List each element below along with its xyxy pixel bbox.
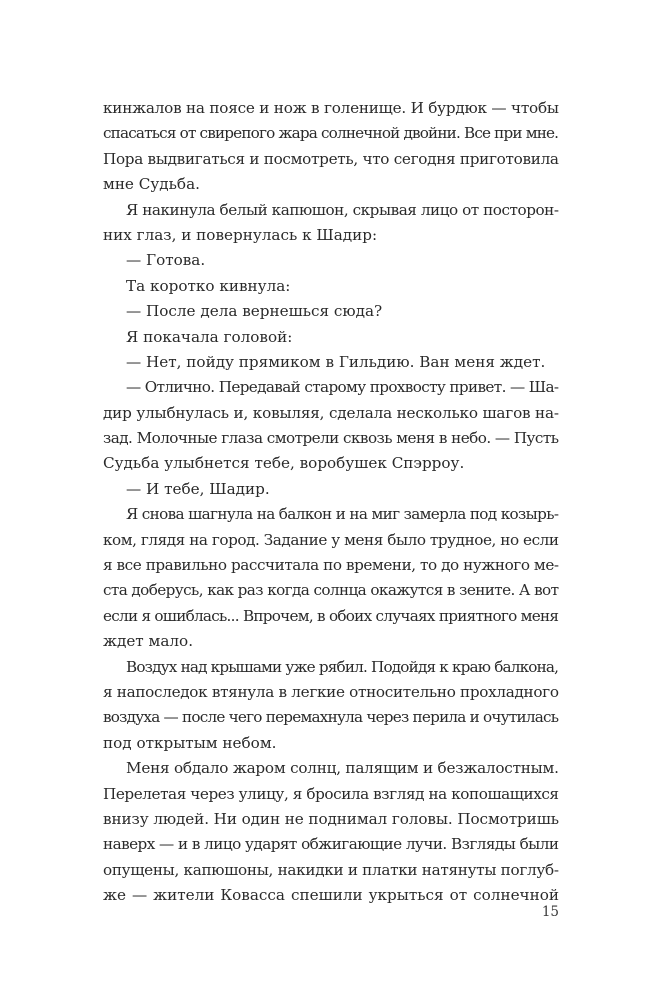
text-line: Я накинула белый капюшон, скрывая лицо от посторон- xyxy=(126,200,559,219)
text-line: Меня обдало жаром солнц, палящим и безжалостным. xyxy=(126,759,559,778)
text-line: под открытым небом. xyxy=(103,733,277,752)
text-line: Перелетая через улицу, я бросила взгляд на копошащихся xyxy=(103,784,559,803)
text-line: зад. Молочные глаза смотрели сквозь меня в небо. — Пусть xyxy=(103,429,559,448)
text-line: Судьба улыбнется тебе, воробушек Спэрроу. xyxy=(103,454,465,473)
text-line: — И тебе, Шадир. xyxy=(126,479,270,498)
text-line: — Готова. xyxy=(126,251,206,270)
text-line: Я покачала головой: xyxy=(126,327,293,346)
text-line: — Нет, пойду прямиком в Гильдию. Ван меня ждет. xyxy=(126,352,546,371)
text-line: я все правильно рассчитала по времени, то до нужного ме- xyxy=(103,556,559,575)
text-line: Та коротко кивнула: xyxy=(126,276,291,295)
text-line: воздуха — после чего перемахнула через перила и очутилась xyxy=(103,708,559,727)
text-line: Я снова шагнула на балкон и на миг замерла под козырь- xyxy=(126,505,559,524)
text-line: кинжалов на поясе и нож в голенище. И бурдюк — чтобы xyxy=(103,99,559,117)
text-line: же — жители Ковасса спешили укрыться от солнечной xyxy=(103,886,559,905)
body-text xyxy=(103,96,559,909)
text-line: Воздух над крышами уже рябил. Подойдя к краю балкона, xyxy=(126,657,559,676)
text-line: ком, глядя на город. Задание у меня было трудное, но если xyxy=(103,530,559,549)
page-number: 15 xyxy=(541,904,559,920)
text-line: ста доберусь, как раз когда солнца окажутся в зените. А вот xyxy=(103,581,559,600)
text-line: если я ошиблась... Впрочем, в обоих случаях приятного меня xyxy=(103,606,559,625)
text-line: наверх — и в лицо ударят обжигающие лучи. Взгляды были xyxy=(103,835,559,854)
text-line: спасаться от свирепого жара солнечной двойни. Все при мне. xyxy=(103,124,559,143)
text-line: ждет мало. xyxy=(103,632,194,651)
text-line: — Отлично. Передавай старому прохвосту привет. — Ша- xyxy=(126,378,559,397)
text-line: мне Судьба. xyxy=(103,175,200,194)
text-line: опущены, капюшоны, накидки и платки натянуты поглуб- xyxy=(103,860,559,879)
text-line: — После дела вернешься сюда? xyxy=(126,302,383,321)
text-line: дир улыбнулась и, ковыляя, сделала несколько шагов на- xyxy=(103,403,559,422)
text-line: них глаз, и повернулась к Шадир: xyxy=(103,225,378,244)
text-line: Пора выдвигаться и посмотреть, что сегодня приготовила xyxy=(103,149,559,168)
text-line: я напоследок втянула в легкие относительно прохладного xyxy=(103,682,559,701)
text-line: внизу людей. Ни один не поднимал головы. Посмотришь xyxy=(103,809,559,828)
